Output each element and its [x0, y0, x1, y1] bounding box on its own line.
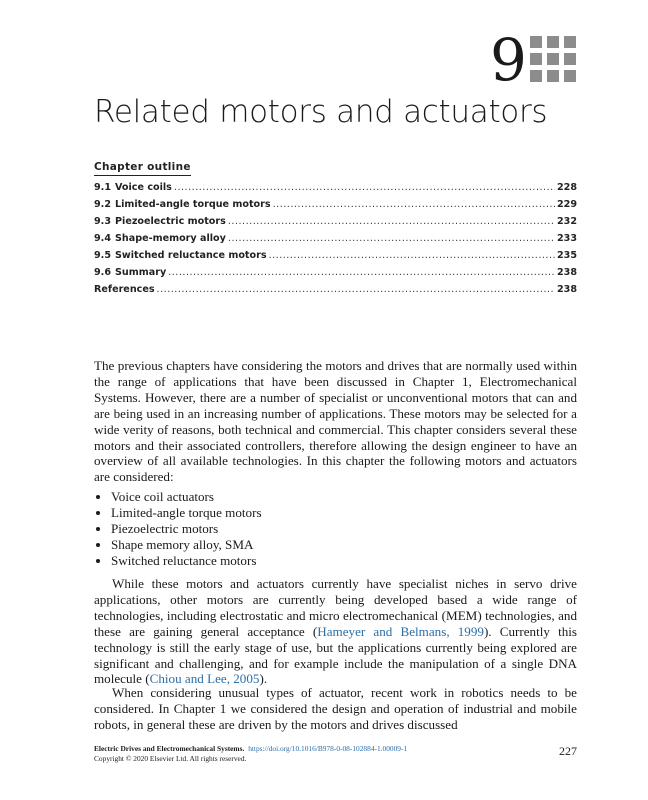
toc-leader	[228, 216, 555, 227]
toc-label: References	[94, 284, 155, 295]
toc-page: 232	[556, 216, 577, 227]
toc-entry[interactable]	[94, 267, 577, 284]
toc-label: Limited-angle torque motors	[115, 199, 271, 210]
copyright: Copyright © 2020 Elsevier Ltd. All rights reserved.	[94, 754, 247, 763]
doi-link[interactable]: https://doi.org/10.1016/B978-0-08-102884-1.00009-1	[248, 744, 408, 753]
toc-leader	[157, 284, 555, 295]
toc-label: Summary	[115, 267, 167, 278]
list-item: Switched reluctance motors	[94, 553, 262, 569]
toc-number: 9.3	[94, 216, 111, 227]
toc-label: Piezoelectric motors	[115, 216, 226, 227]
toc-number: 9.4	[94, 233, 111, 244]
toc-entry[interactable]	[94, 182, 577, 199]
toc-leader	[228, 233, 555, 244]
intro-paragraph: The previous chapters have considering the motors and drives that are normally used within the range of applications that have been discussed in Chapter 1, Electromechanical Systems. However, there are a number of specialist or unconventional motors that can and are being used in an increasing number of applications. These motors may be selected for a wide verity of reasons, both technical and commercial. This chapter considers several these motors and their associated controllers, therefore allowing the design engineer to have an overview of all available technologies. In this chapter the following motors and actuators are considered:	[94, 358, 577, 485]
toc-leader	[174, 182, 555, 193]
toc-leader	[168, 267, 555, 278]
toc-entry[interactable]	[94, 199, 577, 216]
toc-leader	[269, 250, 555, 261]
list-item: Limited-angle torque motors	[94, 505, 262, 521]
table-of-contents	[94, 182, 577, 301]
paragraph-text: ).	[259, 671, 268, 687]
chapter-grid-icon	[530, 36, 576, 82]
page-number: 227	[559, 744, 577, 758]
motor-list	[94, 489, 262, 569]
citation-link[interactable]: Chiou and Lee, 2005	[149, 671, 260, 687]
list-item: Voice coil actuators	[94, 489, 262, 505]
toc-label: Shape-memory alloy	[115, 233, 226, 244]
outline-heading: Chapter outline	[94, 161, 191, 176]
second-paragraph	[94, 576, 577, 687]
toc-entry[interactable]	[94, 284, 577, 301]
toc-number: 9.1	[94, 182, 111, 193]
toc-number: 9.2	[94, 199, 111, 210]
list-item: Piezoelectric motors	[94, 521, 262, 537]
footer-citation	[94, 744, 577, 754]
chapter-title: Related motors and actuators	[94, 94, 548, 130]
paragraph-text: While these motors and actuators currently have specialist niches in servo drive applications, other motors are currently being developed based a wide range of technologies, including electrostatic and micro electromechanical (MEM) technologies, and these are gaining general acceptance (	[94, 576, 577, 639]
citation-link[interactable]: Hameyer and Belmans, 1999	[317, 623, 484, 639]
toc-entry[interactable]	[94, 233, 577, 250]
toc-page: 229	[556, 199, 577, 210]
toc-number: 9.6	[94, 267, 111, 278]
chapter-number: 9	[490, 26, 527, 94]
toc-label: Switched reluctance motors	[115, 250, 267, 261]
toc-page: 228	[556, 182, 577, 193]
list-item: Shape memory alloy, SMA	[94, 537, 262, 553]
toc-entry[interactable]	[94, 216, 577, 233]
toc-page: 238	[556, 284, 577, 295]
toc-leader	[273, 199, 555, 210]
paragraph-text: ). Currently this technology is still the early stage of use, but the applications currently being explored are significant and challenging, and for example include the manipulation of a single DNA molecule (	[94, 623, 577, 687]
toc-page: 235	[556, 250, 577, 261]
third-paragraph: When considering unusual types of actuator, recent work in robotics needs to be considered. In Chapter 1 we considered the design and operation of industrial and mobile robots, in general these are driven by the motors and drives discussed	[94, 685, 577, 732]
toc-entry[interactable]	[94, 250, 577, 267]
page-footer	[94, 744, 577, 764]
book-title: Electric Drives and Electromechanical Systems.	[94, 744, 245, 753]
toc-label: Voice coils	[115, 182, 172, 193]
toc-number: 9.5	[94, 250, 111, 261]
toc-page: 238	[556, 267, 577, 278]
toc-page: 233	[556, 233, 577, 244]
